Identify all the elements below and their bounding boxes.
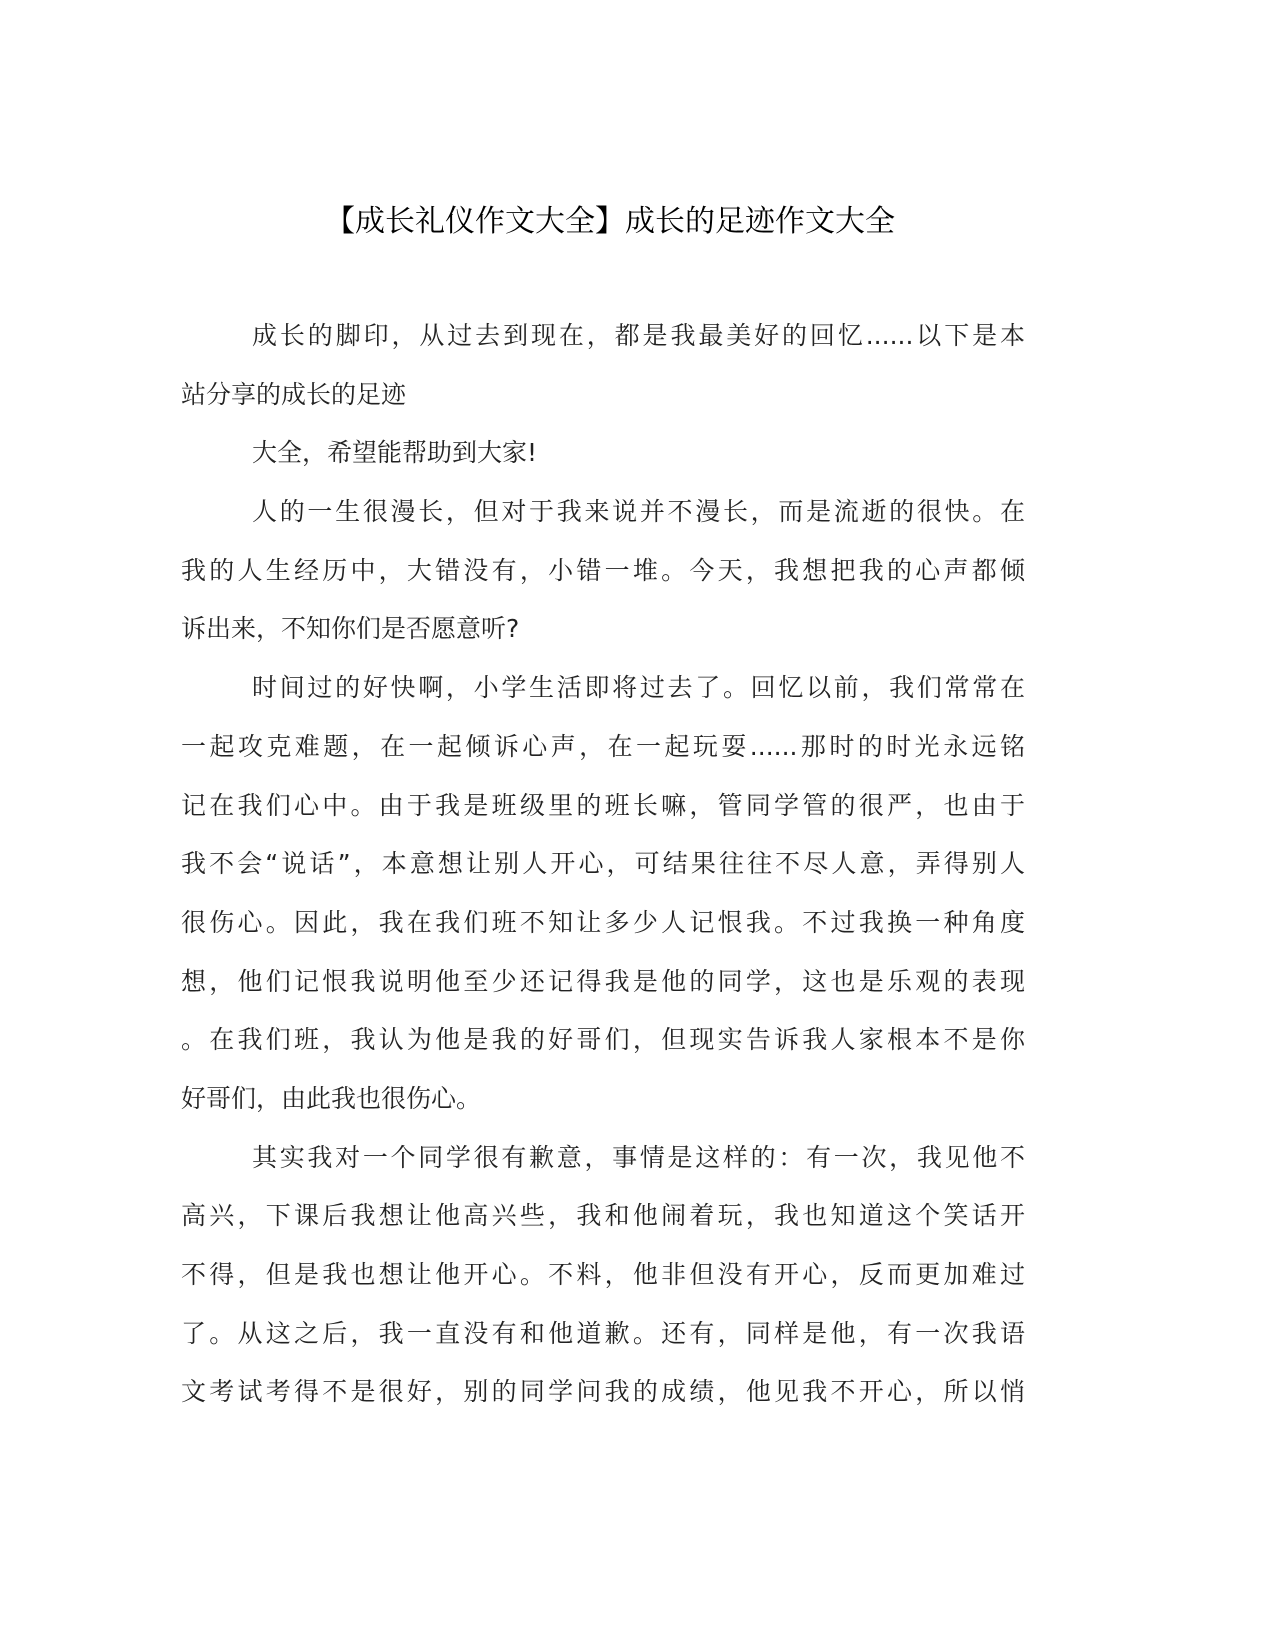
- text-line: 其实我对一个同学很有歉意，事情是这样的：有一次，我见他不: [252, 1142, 1025, 1172]
- text-line: 成长的脚印，从过去到现在，都是我最美好的回忆......以下是本: [252, 321, 1025, 350]
- text-line: 站分享的成长的足迹: [181, 379, 407, 409]
- text-line: 了。从这之后，我一直没有和他道歉。还有，同样是他，有一次我语: [181, 1318, 1025, 1348]
- text-line: 记在我们心中。由于我是班级里的班长嘛，管同学管的很严，也由于: [181, 790, 1025, 820]
- text-line: 诉出来，不知你们是否愿意听?: [181, 614, 520, 644]
- text-line: 高兴，下课后我想让他高兴些，我和他闹着玩，我也知道这个笑话开: [181, 1201, 1025, 1231]
- text-line: 文考试考得不是很好，别的同学问我的成绩，他见我不开心，所以悄: [181, 1377, 1025, 1407]
- text-line: 我的人生经历中，大错没有，小错一堆。今天，我想把我的心声都倾: [181, 555, 1025, 585]
- text-line: 好哥们，由此我也很伤心。: [181, 1083, 482, 1113]
- text-line: 大全，希望能帮助到大家!: [252, 438, 538, 468]
- document-title: 【成长礼仪作文大全】成长的足迹作文大全: [325, 204, 895, 239]
- text-line: 人的一生很漫长，但对于我来说并不漫长，而是流逝的很快。在: [252, 497, 1025, 527]
- text-line: 时间过的好快啊，小学生活即将过去了。回忆以前，我们常常在: [252, 673, 1025, 703]
- text-line: 很伤心。因此，我在我们班不知让多少人记恨我。不过我换一种角度: [181, 907, 1025, 937]
- text-line: 不得，但是我也想让他开心。不料，他非但没有开心，反而更加难过: [181, 1260, 1025, 1289]
- text-line: 。在我们班，我认为他是我的好哥们，但现实告诉我人家根本不是你: [181, 1025, 1025, 1055]
- text-line: 一起攻克难题，在一起倾诉心声，在一起玩耍......那时的时光永远铭: [181, 731, 1025, 761]
- document-body: [181, 307, 1025, 1422]
- text-line: 想，他们记恨我说明他至少还记得我是他的同学，这也是乐观的表现: [181, 966, 1025, 996]
- text-line: 我不会“说话”，本意想让别人开心，可结果往往不尽人意，弄得别人: [181, 849, 1025, 879]
